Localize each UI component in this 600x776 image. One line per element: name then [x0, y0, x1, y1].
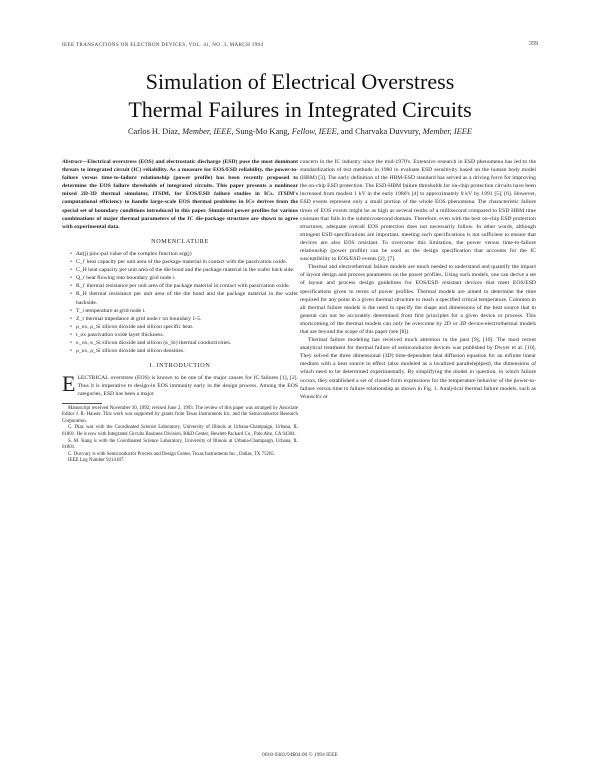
page-number: 359: [529, 41, 538, 47]
nomenclature-item: • C_H heat capacity per unit area of the die bond and the package material in the wafer back side.: [70, 266, 298, 274]
abstract: [62, 158, 298, 231]
running-head: IEEE TRANSACTIONS ON ELECTRON DEVICES, VOL. 41, NO. 3, MARCH 1994: [62, 42, 264, 48]
footnote: C. Duvvury is with Semiconductor Process and Design Center, Texas Instruments Inc., Dallas, TX 75265.: [68, 451, 276, 457]
nomenclature-item: • t_ox passivation oxide layer thickness.: [70, 331, 298, 339]
nomenclature-item: • C_i' heat capacity per unit area of the package material in contact with the passivation oxide.: [70, 258, 298, 266]
body-paragraph: Thermal and electrothermal failure models are much needed to understand and quantify the impact of layout design and process parameters on the power profiles. Using such models, one can derive a set of layout and process design guidelines for EOS/ESD resistant devices that meet EOS/ESD specifications given in terms of power profiles. Thermal models are aimed to determine the time required for any point in a given thermal structure to reach a specified critical temperature. Common to all thermal failure models is the need to specify the shape and dimensions of the heat source that in general can not be accurately determined from first principles for a given device or process. This shortcoming of the thermal models can only be overcome by 2D or 3D device-electrothermal models that are beyond the scope of this paper (see [8]).: [300, 264, 536, 335]
nomenclature-item: • Δα(j) pinc-pal value of the complex function arg(j): [70, 250, 298, 258]
abstract-text: Electrical overstress (EOS) and electrostatic discharge (ESD) pose the most dominant threats to integrated circuit (IC) reliability. As a measure for EOS/ESD reliability, the power-to-failure versus time-to-failure relationship (power profile) has been recently proposed to determine the EOS failure thresholds of integrated circuits. This paper presents a nonlinear mixed 2D-3D thermal simulator, iTSIM, for EOS/ESD failure studies in ICs. iTSIM's computational efficiency to handle large-scale EOS thermal problems in ICs derives from the special set of boundary conditions introduced in this paper. Simulated power profiles for various combinations of major thermal parameters of the IC die-package structure are shown to agree with experimental data.: [62, 159, 298, 230]
introduction-body: [62, 371, 298, 398]
author-3-name: Charvaka Duvvury,: [355, 127, 421, 136]
author-2-role: Fellow, IEEE,: [291, 127, 339, 136]
intro-text: overstress (EOS) is known to be one of the major causes for IC failures [1], [2]. Thus it is imperative to design-in EOS immunity early in the design process. Among the EOS categories, ESD has been a major: [77, 375, 298, 398]
paper-title: [0, 68, 600, 124]
introduction-paragraph: [62, 371, 298, 398]
body-paragraph: concern in the IC industry since the mid-1970's. Extensive research in ESD phenomena has led to the standardization of test methods in 1980 to evaluate ESD sensitivity based on the human body model (HBM) [3]. The early definition of the HBM-ESD standard has served as a driving force for improving the on-chip ESD protection. The ESD-HBM failure thresholds for on-chip protection circuits have been increased from modest 1 kV in the early 1980's [4] to approximately 8 kV by 1991 [5], [6]. However, ESD events represent only a small portion of the whole EOS phenomena. The characteristic failure times of EOS events might be as high as several tenths of a millisecond compared to ESD HBM time constant that falls in the submicrosecond domain. Therefore, even with the best on-chip ESD protection structures, adequate overall EOS protection does not necessarily follow. In other words, although stringent ESD specifications are important, meeting such specifications is not sufficient to ensure that devices are also EOS resistant. To overcome this limitation, the power versus time-to-failure relationship (power profile) can be used as the design specification that accounts for the IC susceptibility to EOS/ESD events [2], [7].: [300, 159, 536, 263]
copyright-footer: 0018-9383/94$04.00 © 1994 IEEE: [262, 752, 338, 758]
nomenclature-item: • Q_r heat flowing into boundary grid node r.: [70, 274, 298, 282]
nomenclature-item: • T_i temperature at grid node i.: [70, 307, 298, 315]
author-1-role: Member, IEEE,: [182, 127, 234, 136]
drop-cap: E: [62, 371, 76, 397]
title-line-2: Thermal Failures in Integrated Circuits: [128, 97, 472, 122]
nomenclature-item: • Z_r thermal impedance at grid node r on boundary 1-5.: [70, 315, 298, 323]
nomenclature-heading: NOMENCLATURE: [151, 237, 209, 245]
abstract-label: Abstract—: [62, 159, 88, 165]
right-column: [300, 158, 536, 401]
footnote: IEEE Log Number 9214187.: [68, 458, 125, 464]
body-paragraph: Thermal failure modeling has received much attention in the past [9], [10]. The most recent analytical treatment for thermal failure of semiconductor devices was published by Dwyer et al. [10]. They solved the three dimensional (3D) time-dependent heat diffusion equation for an infinite linear medium with a heat source in effect (also modeled as a localized parallelepiped), the dimensions of which need to be determined experimentally. By simplifying the model in question, in which failure occurs, they established a set of closed-form expressions for the temperature behavior of the power-to-failure versus time to failure relationship as shown in Fig. 1. Analytical thermal failure models, such as Wunsch's or: [300, 337, 536, 400]
footnote: Manuscript received November 30, 1992; revised June 2, 1993. The review of this paper was arranged by Associate Editor J. R. Hauser. This work was supported by grants from Texas Instruments Inc. and the Semiconductor Research Corporation.: [62, 405, 298, 424]
nomenclature-item: • ρ_ox, ρ_Si silicon dioxide and silicon specific heat.: [70, 323, 298, 331]
intro-first-word: LECTRICAL: [77, 375, 109, 382]
author-line: [0, 127, 600, 136]
introduction-heading: I. INTRODUCTION: [149, 362, 211, 370]
author-2-name: Sung-Mo Kang,: [235, 127, 290, 136]
footnote: C. Díaz was with the Coordinated Science Laboratory, University of Illinois at Urbana-Champaign, Urbana, IL 61801. He is now with Integrated Circuits Business Division, R&D Center, Hewlett-Packard Co., Palo Alto, CA 94304.: [62, 425, 298, 437]
footnote-rule: [62, 403, 102, 404]
author-conjunction: and: [340, 127, 353, 136]
author-3-role: Member, IEEE: [422, 127, 473, 136]
author-1-name: Carlos H. Díaz,: [127, 127, 181, 136]
footnotes: [62, 406, 298, 465]
nomenclature-item: • R_H thermal resistance per unit area of the die bond and the package material in the wafer backside.: [70, 290, 298, 306]
left-column: [62, 158, 298, 465]
footnote: S. M. Kang is with the Coordinated Science Laboratory, University of Illinois at Urbana-Champaign, Urbana, IL 61801.: [62, 438, 298, 451]
nomenclature-item: • R_i' thermal resistance per unit area of the package material in contact with passivation oxide.: [70, 282, 298, 290]
nomenclature-list: [62, 250, 298, 355]
title-line-1: Simulation of Electrical Overstress: [145, 69, 455, 94]
nomenclature-item: • κ_ox, κ_Si silicon dioxide and silicon (κ_Si) thermal conductivities.: [70, 339, 298, 347]
nomenclature-item: • ρ_ox, ρ_Si silicon dioxide and silicon densities.: [70, 347, 298, 355]
